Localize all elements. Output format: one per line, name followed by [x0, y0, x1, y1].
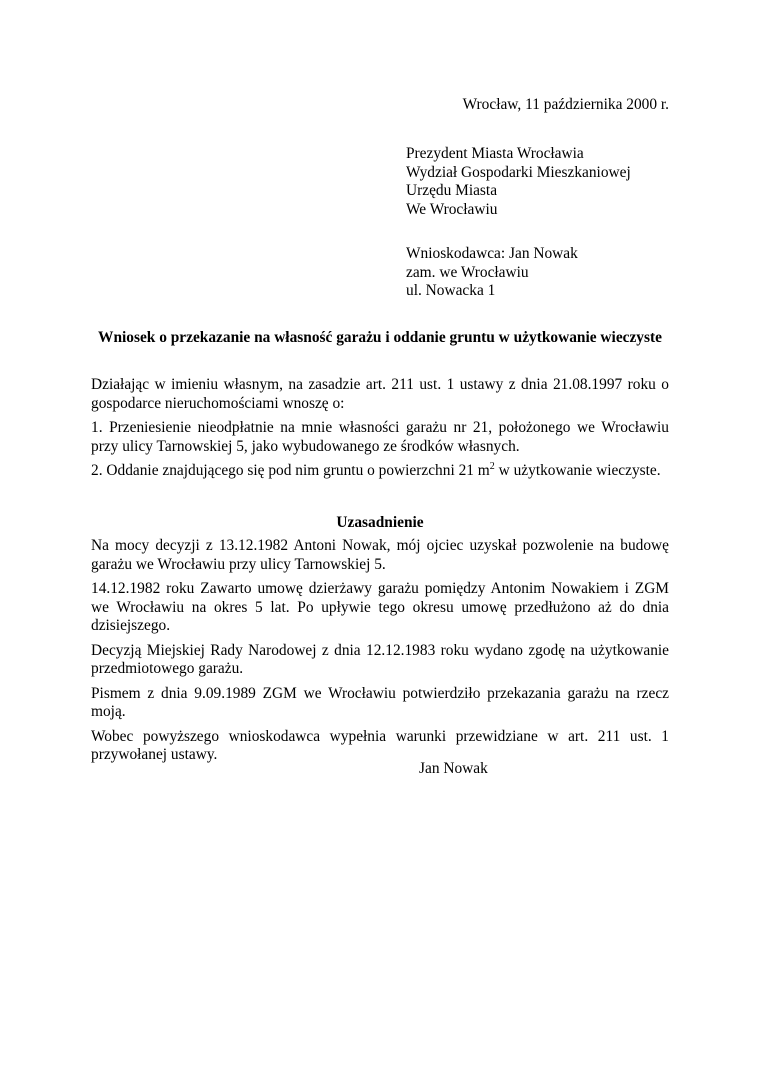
- request-item-2-text-end: w użytkowanie wieczyste.: [494, 462, 661, 479]
- request-item-2: [91, 462, 669, 481]
- justification-paragraph: Pismem z dnia 9.09.1989 ZGM we Wrocławiu potwierdziło przekazania garażu na rzecz moją.: [91, 684, 669, 720]
- applicant-line: ul. Nowacka 1: [406, 282, 496, 299]
- request-item-2-text: 2. Oddanie znajdującego się pod nim gruntu o powierzchni 21 m: [91, 462, 490, 479]
- document-body: [91, 376, 669, 771]
- date-line: Wrocław, 11 października 2000 r.: [462, 96, 669, 113]
- superscript-2: 2: [489, 460, 495, 472]
- recipient-address: [406, 145, 706, 219]
- justification-heading: Uzasadnienie: [336, 513, 424, 531]
- applicant-line: zam. we Wrocławiu: [406, 263, 529, 281]
- applicant-address: [406, 245, 706, 301]
- recipient-line: Urzędu Miasta: [406, 182, 498, 199]
- recipient-line: Prezydent Miasta Wrocławia: [406, 145, 584, 162]
- intro-paragraph: Działając w imieniu własnym, na zasadzie art. 211 ust. 1 ustawy z dnia 21.08.1997 roku o gospodarce nieruchomościami wnoszę o:: [91, 376, 669, 412]
- justification-paragraph: Wobec powyższego wnioskodawca wypełnia warunki przewidziane w art. 211 ust. 1 przywołanej ustawy.: [91, 727, 669, 763]
- signature: Jan Nowak: [419, 760, 488, 777]
- justification-paragraph: 14.12.1982 roku Zawarto umowę dzierżawy garażu pomiędzy Antonim Nowakiem i ZGM we Wrocławiu na okres 5 lat. Po upływie tego okresu umowę przedłużono aż do dnia dzisiejszego.: [91, 580, 669, 634]
- recipient-line: We Wrocławiu: [406, 200, 498, 218]
- applicant-line: Wnioskodawca: Jan Nowak: [406, 245, 578, 262]
- justification-paragraph: Na mocy decyzji z 13.12.1982 Antoni Nowak, mój ojciec uzyskał pozwolenie na budowę garażu we Wrocławiu przy ulicy Tarnowskiej 5.: [91, 537, 669, 573]
- request-item-1: 1. Przeniesienie nieodpłatnie na mnie własności garażu nr 21, położonego we Wrocławiu przy ulicy Tarnowskiej 5, jako wybudowanego ze środków własnych.: [91, 419, 669, 455]
- recipient-line: Wydział Gospodarki Mieszkaniowej: [406, 163, 631, 181]
- document-title: Wniosek o przekazanie na własność garażu i oddanie gruntu w użytkowanie wieczyste: [98, 329, 662, 346]
- justification-paragraph: Decyzją Miejskiej Rady Narodowej z dnia 12.12.1983 roku wydano zgodę na użytkowanie przedmiotowego garażu.: [91, 641, 669, 677]
